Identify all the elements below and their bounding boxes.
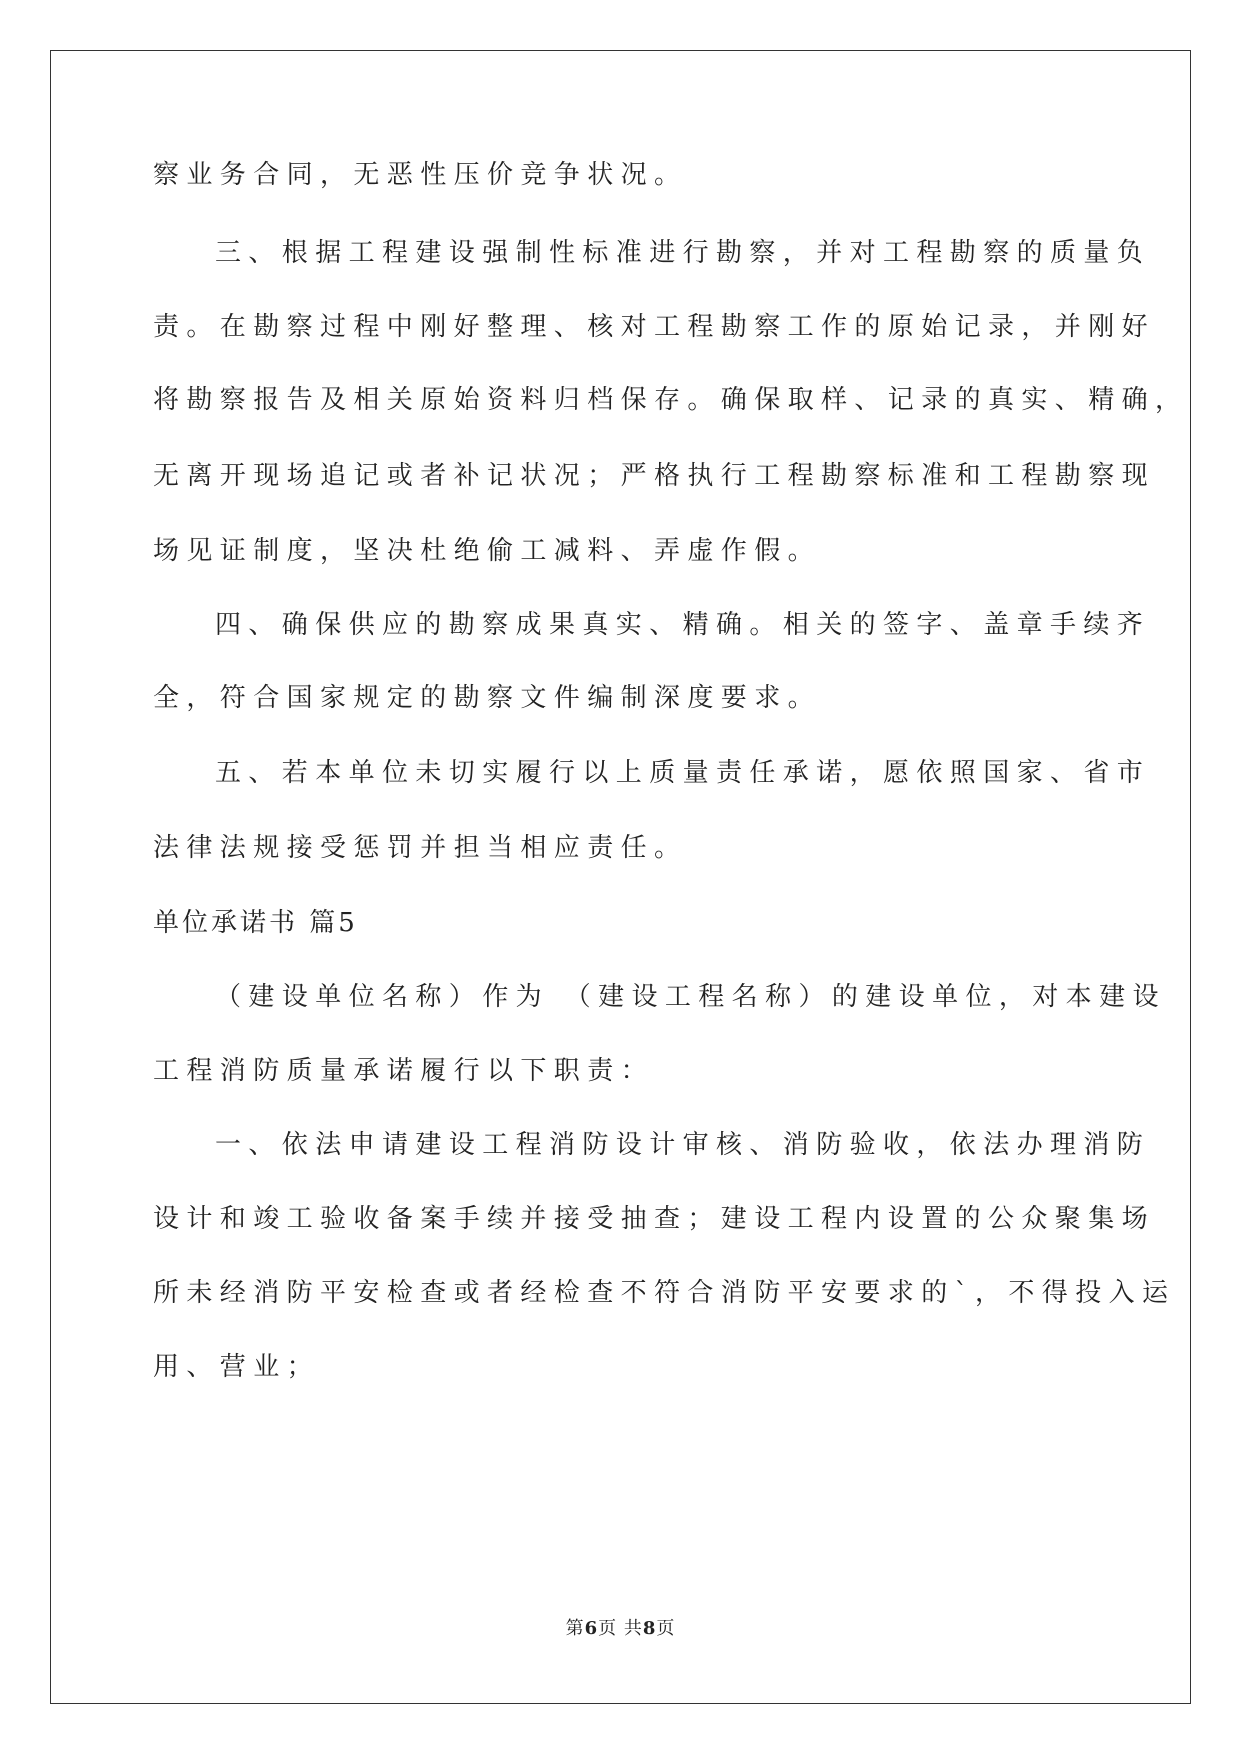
footer-suffix: 页 bbox=[656, 1618, 676, 1639]
text-line: 法律法规接受惩罚并担当相应责任。 bbox=[153, 833, 688, 863]
text-line: 五、若本单位未切实履行以上质量责任承诺，愿依照国家、省市 bbox=[215, 758, 1151, 788]
text-line: 一、依法申请建设工程消防设计审核、消防验收，依法办理消防 bbox=[215, 1130, 1151, 1160]
text-line: 工程消防质量承诺履行以下职责： bbox=[153, 1056, 655, 1086]
text-line: 无离开现场追记或者补记状况；严格执行工程勘察标准和工程勘察现 bbox=[153, 461, 1156, 491]
text-line: 三、根据工程建设强制性标准进行勘察，并对工程勘察的质量负 bbox=[215, 238, 1151, 268]
text-line: 所未经消防平安检查或者经检查不符合消防平安要求的`，不得投入运 bbox=[153, 1278, 1176, 1308]
text-line: 将勘察报告及相关原始资料归档保存。确保取样、记录的真实、精确， bbox=[153, 385, 1189, 415]
text-line: 全，符合国家规定的勘察文件编制深度要求。 bbox=[153, 683, 822, 713]
page-border bbox=[50, 50, 1191, 1704]
text-line: 察业务合同，无恶性压价竞争状况。 bbox=[153, 160, 688, 190]
text-line: 用、营业； bbox=[153, 1352, 321, 1382]
footer-page-number: 6 bbox=[584, 1618, 599, 1639]
footer-middle: 页 共 bbox=[598, 1618, 643, 1639]
text-line: 场见证制度，坚决杜绝偷工减料、弄虚作假。 bbox=[153, 536, 822, 566]
text-line: 设计和竣工验收备案手续并接受抽查；建设工程内设置的公众聚集场 bbox=[153, 1204, 1156, 1234]
text-line: （建设单位名称）作为 （建设工程名称）的建设单位，对本建设 bbox=[215, 982, 1166, 1012]
text-line: 四、确保供应的勘察成果真实、精确。相关的签字、盖章手续齐 bbox=[215, 610, 1151, 640]
footer-total-pages: 8 bbox=[642, 1618, 657, 1639]
section-heading: 单位承诺书 篇5 bbox=[153, 908, 358, 938]
footer-prefix: 第 bbox=[565, 1618, 585, 1639]
text-line: 责。在勘察过程中刚好整理、核对工程勘察工作的原始记录，并刚好 bbox=[153, 312, 1156, 342]
page-footer bbox=[0, 1614, 1241, 1640]
